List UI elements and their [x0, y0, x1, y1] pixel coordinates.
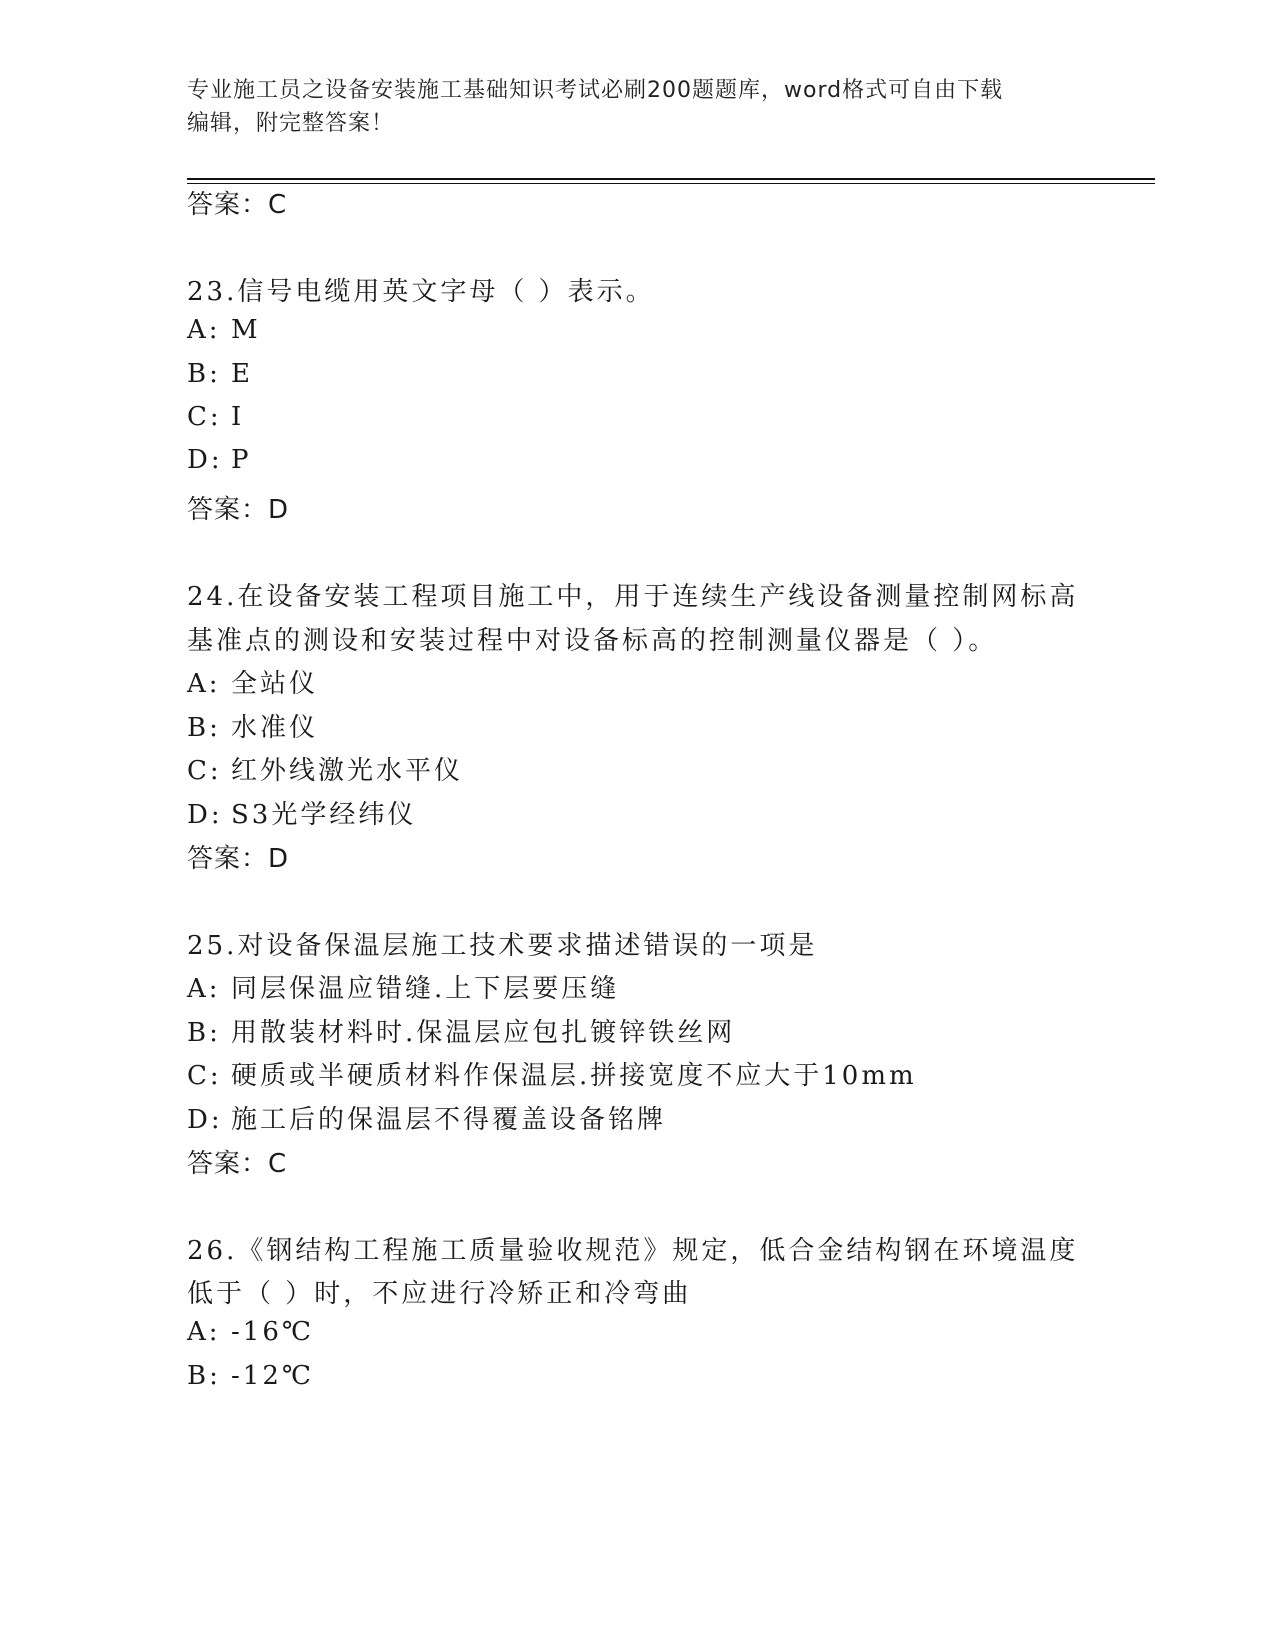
option-letter: D: — [187, 800, 223, 830]
option-letter: C: — [187, 402, 222, 432]
header-divider-thin — [187, 183, 1155, 184]
question-25-option-a — [187, 968, 619, 1005]
question-24-option-c — [187, 750, 463, 787]
option-text: 水准仪 — [231, 713, 319, 743]
question-26-option-a — [187, 1317, 314, 1347]
answer-previous: 答案：C — [187, 190, 288, 220]
option-letter: A: — [187, 974, 221, 1004]
question-25-option-b — [187, 1012, 735, 1049]
option-text: S3光学经纬仪 — [231, 800, 417, 830]
question-25-option-d — [187, 1099, 666, 1136]
option-letter: B: — [187, 713, 221, 743]
question-25-stem: 25.对设备保温层施工技术要求描述错误的一项是 — [187, 931, 818, 961]
option-letter: C: — [187, 756, 222, 786]
option-letter: B: — [187, 359, 221, 389]
option-letter: A: — [187, 1317, 221, 1347]
option-letter: A: — [187, 315, 221, 345]
option-text: -12℃ — [231, 1361, 314, 1391]
question-24-answer: 答案：D — [187, 844, 290, 874]
option-letter: A: — [187, 669, 221, 699]
question-24-option-a — [187, 663, 318, 700]
option-text: I — [231, 402, 245, 432]
option-text: 全站仪 — [231, 669, 319, 699]
document-header — [187, 74, 1087, 140]
question-25-option-c — [187, 1055, 917, 1092]
question-24-option-d — [187, 794, 416, 831]
header-divider-thick — [187, 178, 1155, 180]
option-text: 施工后的保温层不得覆盖设备铭牌 — [231, 1105, 667, 1135]
question-26-option-b — [187, 1361, 314, 1391]
document-page — [187, 0, 1147, 1650]
option-text: 同层保温应错缝.上下层要压缝 — [231, 974, 620, 1004]
option-letter: D: — [187, 445, 223, 475]
option-text: P — [231, 445, 252, 475]
option-letter: C: — [187, 1061, 222, 1091]
question-24-stem-line-1: 24.在设备安装工程项目施工中，用于连续生产线设备测量控制网标高 — [187, 582, 1079, 612]
option-text: E — [231, 359, 253, 389]
option-text: 用散装材料时.保温层应包扎镀锌铁丝网 — [231, 1018, 736, 1048]
question-23-option-b — [187, 359, 253, 389]
option-letter: B: — [187, 1361, 221, 1391]
option-letter: D: — [187, 1105, 223, 1135]
option-text: 红外线激光水平仪 — [231, 756, 464, 786]
question-23-option-d — [187, 445, 252, 475]
question-23-stem: 23.信号电缆用英文字母（ ）表示。 — [187, 277, 655, 307]
question-23-option-a — [187, 315, 261, 345]
header-line-2: 编辑，附完整答案！ — [187, 111, 395, 136]
question-25-answer: 答案：C — [187, 1149, 288, 1179]
option-letter: B: — [187, 1018, 221, 1048]
header-line-1: 专业施工员之设备安装施工基础知识考试必刷200题题库，word格式可自由下载 — [187, 78, 1004, 103]
question-23-option-c — [187, 402, 244, 432]
option-text: M — [231, 315, 261, 345]
question-24-option-b — [187, 707, 318, 744]
option-text: 硬质或半硬质材料作保温层.拼接宽度不应大于10mm — [231, 1061, 917, 1091]
option-text: -16℃ — [231, 1317, 314, 1347]
question-26-stem-line-1: 26.《钢结构工程施工质量验收规范》规定，低合金结构钢在环境温度 — [187, 1236, 1079, 1266]
question-26-stem-line-2: 低于（ ）时，不应进行冷矫正和冷弯曲 — [187, 1279, 692, 1309]
question-23-answer: 答案：D — [187, 495, 290, 525]
question-24-stem-line-2: 基准点的测设和安装过程中对设备标高的控制测量仪器是（ ）。 — [187, 626, 998, 656]
